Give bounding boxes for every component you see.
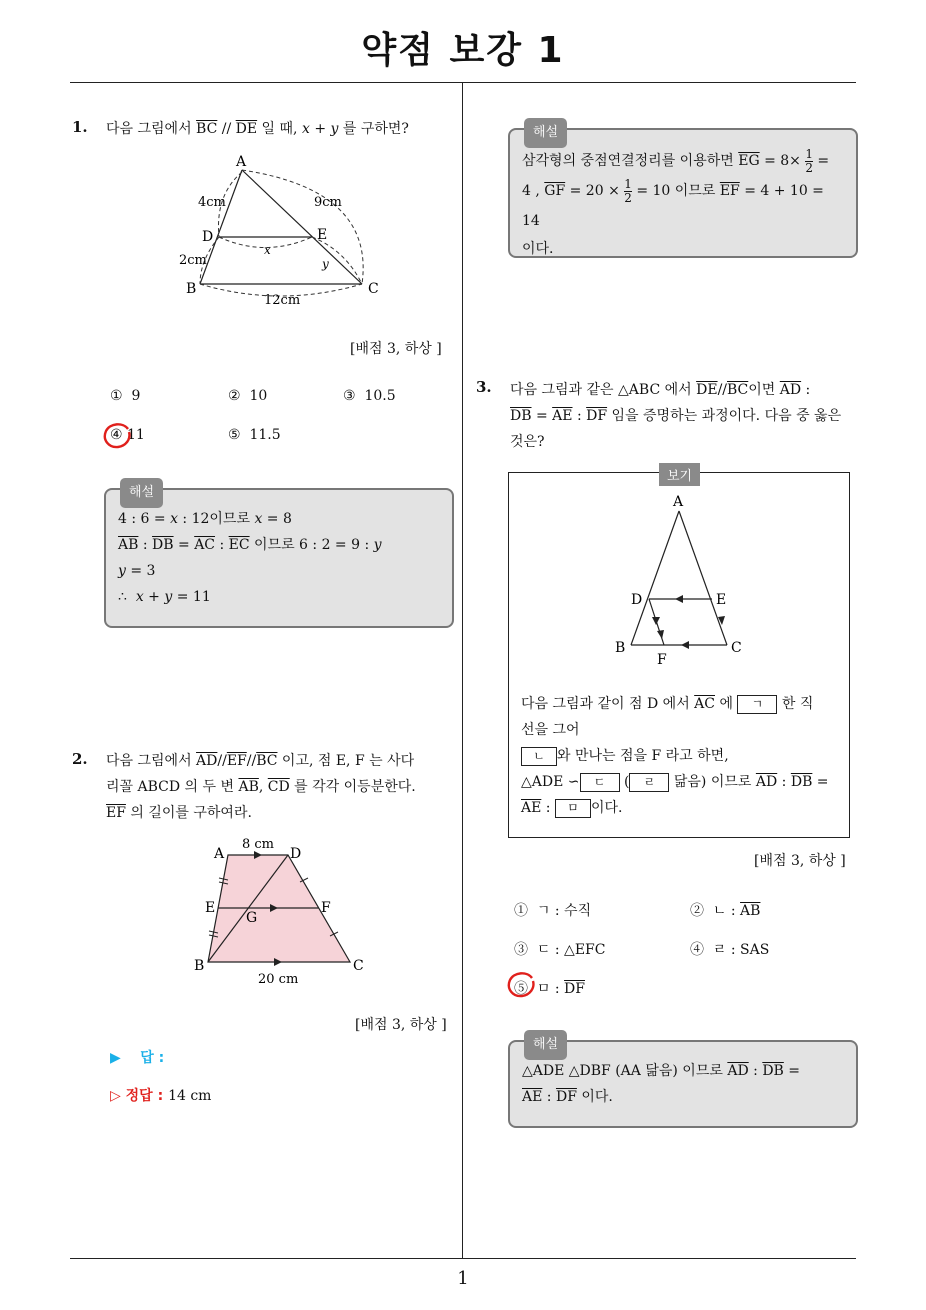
q1-sol-line-1: 4 : 6 = x : 12이므로 x = 8 bbox=[118, 511, 292, 527]
q1-measure-ad: 4cm bbox=[198, 195, 226, 210]
q3-choice-4-text: ㄹ : SAS bbox=[712, 942, 770, 958]
page-number: 1 bbox=[457, 1268, 469, 1289]
q2-figure bbox=[190, 830, 380, 990]
q3-sol-line-2: $\overline{AE}$ : $\overline{DF}$ 이다. bbox=[522, 1089, 613, 1105]
q3-blank-2: ㄴ bbox=[521, 747, 557, 766]
q1-choice-5[interactable] bbox=[228, 427, 281, 443]
q1-label-b: B bbox=[186, 281, 197, 297]
column-divider bbox=[462, 83, 463, 1258]
q1-text-a: 다음 그림에서 bbox=[106, 121, 197, 137]
q1-bc: $\overline{BC}$ bbox=[196, 121, 218, 137]
q2-label-e: E bbox=[205, 900, 216, 916]
q1-figure bbox=[170, 150, 400, 310]
q3-solution-box bbox=[508, 1037, 858, 1128]
q3-text bbox=[510, 377, 860, 455]
q1-label-c: C bbox=[368, 281, 379, 297]
q1-sol-line-2: $\overline{AB}$ : $\overline{DB} = \overline{AC}$ : $\overline{EC}$ 이므로 6 : 2 = 9 : y bbox=[118, 537, 382, 553]
q1-measure-db: 2cm bbox=[179, 253, 207, 268]
q1-de: $\overline{DE}$ bbox=[235, 121, 258, 137]
q2-line-2: 리꼴 ABCD 의 두 변 $\overline{AB}$, $\overline{CD}$ 를 각각 이등분한다. bbox=[106, 779, 416, 795]
q2-line-3: $\overline{EF}$ 의 길이를 구하여라. bbox=[106, 805, 252, 821]
q3-choice-1-text: ㄱ : 수직 bbox=[536, 903, 592, 919]
q2-sol-line-2: 4 , $\overline{GF} = 20$ × $\frac{1}{2}$ = 10 이므로 $\overline{EF} = 4 + 10 = 14$ bbox=[522, 176, 824, 229]
q1-text: 다음 그림에서 $\overline{BC} // \overline{DE}$ 일 때, x + y 를 구하면? bbox=[106, 121, 409, 137]
q3-bogi-text bbox=[521, 691, 843, 821]
q3-label-b: B bbox=[615, 640, 626, 656]
q1-label-x: x bbox=[264, 243, 271, 257]
q2-label-c: C bbox=[353, 958, 364, 974]
q3-choice-3-text: ㄷ : △EFC bbox=[536, 942, 606, 958]
q3-selection-circle bbox=[505, 970, 539, 1000]
q1-choice-3-mark: ③ bbox=[343, 388, 356, 404]
q1-measure-ae: 9cm bbox=[314, 195, 342, 210]
q3-blank-5: ㅁ bbox=[555, 799, 591, 818]
q3-solution-label: 해설 bbox=[524, 1030, 567, 1060]
q1-selection-circle bbox=[101, 421, 135, 451]
q3-choice-3-mark: ③ bbox=[514, 942, 528, 958]
q3-bogi-line-5: $\overline{AE}$ : ㅁ 이다. bbox=[521, 800, 623, 816]
play-filled-icon: ▶ bbox=[110, 1050, 121, 1066]
q1-choice-5-text: 11.5 bbox=[249, 427, 281, 443]
q3-bogi-l5b: 이다. bbox=[590, 800, 623, 816]
q2-label-b: B bbox=[194, 958, 205, 974]
q3-choice-1-mark: ① bbox=[514, 903, 528, 919]
q2-label-g: G bbox=[246, 910, 258, 926]
q3-blank-3: ㄷ bbox=[580, 773, 620, 792]
q1-choice-1-text: 9 bbox=[131, 388, 141, 404]
q3-choice-5[interactable]: ⑤ ㅁ : $\overline{DF}$ bbox=[514, 981, 585, 997]
q3-bogi-l3: 와 만나는 점을 F 라고 하면, bbox=[557, 748, 729, 764]
q1-choice-2-text: 10 bbox=[249, 388, 268, 404]
q1-label-d: D bbox=[202, 229, 214, 245]
top-rule bbox=[70, 82, 856, 83]
q3-line-3: 것은? bbox=[510, 434, 545, 450]
q1-measure-bc: 12cm bbox=[264, 293, 301, 308]
q1-choice-3[interactable] bbox=[343, 388, 396, 404]
q2-correct-label: 정답 : bbox=[125, 1088, 164, 1104]
q1-text-b: 일 때, x + y 를 구하면? bbox=[257, 121, 409, 137]
q3-score: [배점 3, 하상 ] bbox=[754, 853, 846, 869]
q2-correct-value: 14 cm bbox=[168, 1088, 212, 1104]
q2-label-a: A bbox=[214, 846, 225, 862]
q1-choice-3-text: 10.5 bbox=[364, 388, 396, 404]
q2-text bbox=[106, 748, 456, 826]
q3-sol-line-1: △ADE △DBF (AA 닮음) 이므로 $\overline{AD}$ : $\overline{DB}$ = bbox=[522, 1063, 801, 1079]
q3-choice-4-mark: ④ bbox=[690, 942, 704, 958]
q1-score: [배점 3, 하상 ] bbox=[350, 341, 442, 357]
q3-choice-3[interactable] bbox=[514, 939, 605, 959]
q3-choice-2[interactable]: ② ㄴ : $\overline{AB}$ bbox=[690, 903, 761, 919]
q2-line-1: 다음 그림에서 $\overline{AD}//\overline{EF}//\overline{BC}$ 이고, 점 E, F 는 사다 bbox=[106, 753, 415, 769]
q3-label-d: D bbox=[631, 592, 643, 608]
q3-bogi-line-3 bbox=[521, 743, 843, 769]
q1-solution-label: 해설 bbox=[120, 478, 163, 508]
q2-sol-line-1: 삼각형의 중점연결정리를 이용하면 $\overline{EG} = 8\times$ $\frac{1}{2}$ = bbox=[522, 146, 830, 175]
q2-solution-box bbox=[508, 125, 858, 258]
q1-choice-4-mark: ④ bbox=[110, 427, 123, 443]
q1-choice-2-mark: ② bbox=[228, 388, 241, 404]
bottom-rule bbox=[70, 1258, 856, 1259]
q3-choice-1[interactable] bbox=[514, 900, 591, 920]
q3-bogi-label: 보기 bbox=[659, 463, 700, 486]
q1-choice-5-mark: ⑤ bbox=[228, 427, 241, 443]
q3-bogi-l1b: 한 직 bbox=[781, 696, 814, 712]
q3-line-1: 다음 그림과 같은 △ABC 에서 $\overline{DE}//\overline{BC}$이면 $\overline{AD}$ : bbox=[510, 382, 811, 398]
q3-blank-1: ㄱ bbox=[737, 695, 777, 714]
q2-solution-label: 해설 bbox=[524, 118, 567, 148]
play-outline-icon: ▷ bbox=[110, 1088, 121, 1104]
q3-bogi-line-4: △ADE ∽ ㄷ ( ㄹ 닮음) 이므로 $\overline{AD}$ : $\overline{DB}$ = bbox=[521, 774, 829, 790]
q3-bogi-line-2: 선을 그어 bbox=[521, 722, 580, 738]
q1-choice-1[interactable] bbox=[110, 388, 140, 404]
q3-label-a: A bbox=[673, 494, 684, 510]
q1-sol-line-4: ∴ x + y = 11 bbox=[118, 589, 211, 605]
q1-choice-4-text: 11 bbox=[127, 427, 145, 443]
q3-choice-4[interactable] bbox=[690, 939, 769, 959]
q2-number: 2. bbox=[72, 750, 88, 768]
q1-solution-box bbox=[104, 485, 454, 628]
q2-correct-row bbox=[110, 1085, 211, 1105]
q2-answer-row bbox=[110, 1047, 164, 1067]
q1-number: 1. bbox=[72, 118, 88, 136]
q2-score: [배점 3, 하상 ] bbox=[355, 1017, 447, 1033]
q2-measure-top: 8 cm bbox=[242, 837, 275, 852]
q1-label-y: y bbox=[322, 257, 329, 271]
q2-sol-line-3: 이다. bbox=[522, 241, 554, 257]
q3-choice-5-mark: ⑤ bbox=[514, 981, 528, 997]
q1-choice-1-mark: ① bbox=[110, 388, 123, 404]
q3-blank-4: ㄹ bbox=[629, 773, 669, 792]
q2-label-f: F bbox=[321, 900, 331, 916]
q2-label-d: D bbox=[290, 846, 302, 862]
q1-label-e: E bbox=[317, 227, 328, 243]
q3-label-e: E bbox=[716, 592, 727, 608]
q1-label-a: A bbox=[236, 154, 247, 170]
q3-number: 3. bbox=[476, 378, 492, 396]
q3-bogi-l4b: ( bbox=[623, 774, 630, 790]
q3-figure bbox=[609, 493, 759, 673]
q1-sol-line-3: y = 3 bbox=[118, 563, 156, 579]
q3-label-f: F bbox=[657, 652, 667, 668]
q3-label-c: C bbox=[731, 640, 742, 656]
q3-choice-2-mark: ② bbox=[690, 903, 704, 919]
q1-choice-2[interactable] bbox=[228, 388, 267, 404]
q2-answer-label: 답 : bbox=[140, 1050, 165, 1066]
q2-measure-bottom: 20 cm bbox=[258, 972, 299, 987]
q3-line-2: $\overline{DB} = \overline{AE}$ : $\overline{DF}$ 임을 증명하는 과정이다. 다음 중 옳은 bbox=[510, 408, 842, 424]
page-title: 약점 보강 1 bbox=[361, 30, 565, 71]
q3-bogi-box bbox=[508, 469, 850, 838]
q3-bogi-l4a: △ADE ∽ bbox=[521, 774, 580, 790]
q3-bogi-line-1: 다음 그림과 같이 점 D 에서 $\overline{AC}$ 에 ㄱ 한 직 bbox=[521, 696, 814, 712]
